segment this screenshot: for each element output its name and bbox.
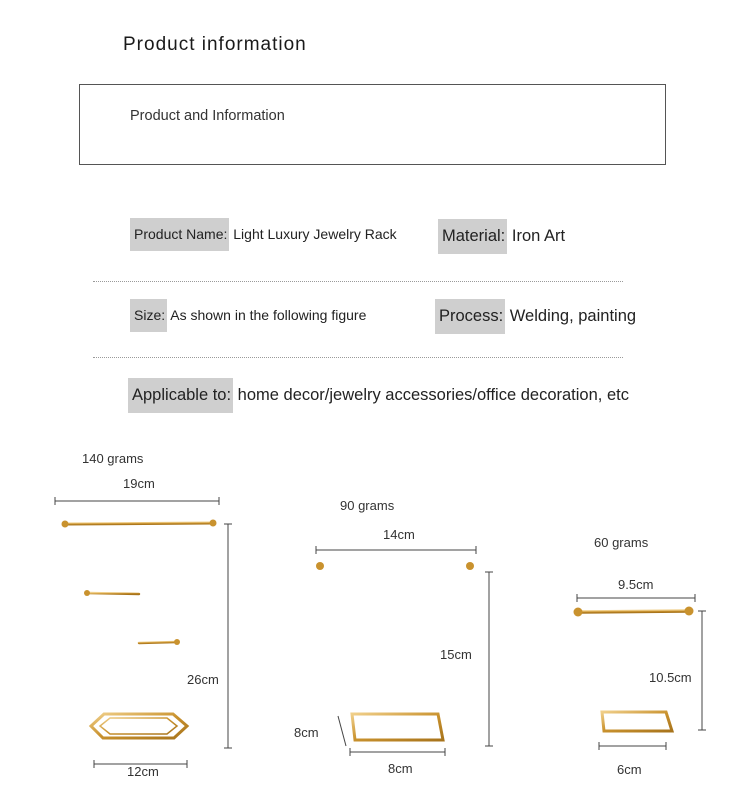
large-weight: 140 grams bbox=[82, 451, 144, 466]
large-height-label: 26cm bbox=[187, 672, 219, 687]
field-value: home decor/jewelry accessories/office decoration, etc bbox=[233, 386, 629, 404]
large-rack bbox=[66, 523, 212, 738]
page-title: Product information bbox=[123, 34, 307, 55]
field-key: Process: bbox=[435, 299, 505, 334]
field-value: Light Luxury Jewelry Rack bbox=[229, 226, 397, 242]
small-base-label: 6cm bbox=[617, 762, 642, 777]
large-width-label: 19cm bbox=[123, 476, 155, 491]
medium-height-label: 15cm bbox=[440, 647, 472, 662]
large-base-label: 12cm bbox=[127, 764, 159, 779]
field-key: Size: bbox=[130, 299, 167, 332]
medium-weight: 90 grams bbox=[340, 498, 395, 513]
info-box-label: Product and Information bbox=[130, 108, 285, 124]
medium-width-label: 14cm bbox=[383, 527, 415, 542]
field-value: Welding, painting bbox=[505, 307, 637, 325]
small-width-label: 9.5cm bbox=[618, 577, 654, 592]
small-height-label: 10.5cm bbox=[649, 670, 692, 685]
field-value: Iron Art bbox=[507, 227, 566, 245]
small-weight: 60 grams bbox=[594, 535, 649, 550]
field-value: As shown in the following figure bbox=[167, 307, 367, 323]
field-key: Applicable to: bbox=[128, 378, 233, 413]
field-key: Product Name: bbox=[130, 218, 229, 251]
medium-base-label: 8cm bbox=[388, 761, 413, 776]
medium-depth-label: 8cm bbox=[294, 725, 319, 740]
field-key: Material: bbox=[438, 219, 507, 254]
